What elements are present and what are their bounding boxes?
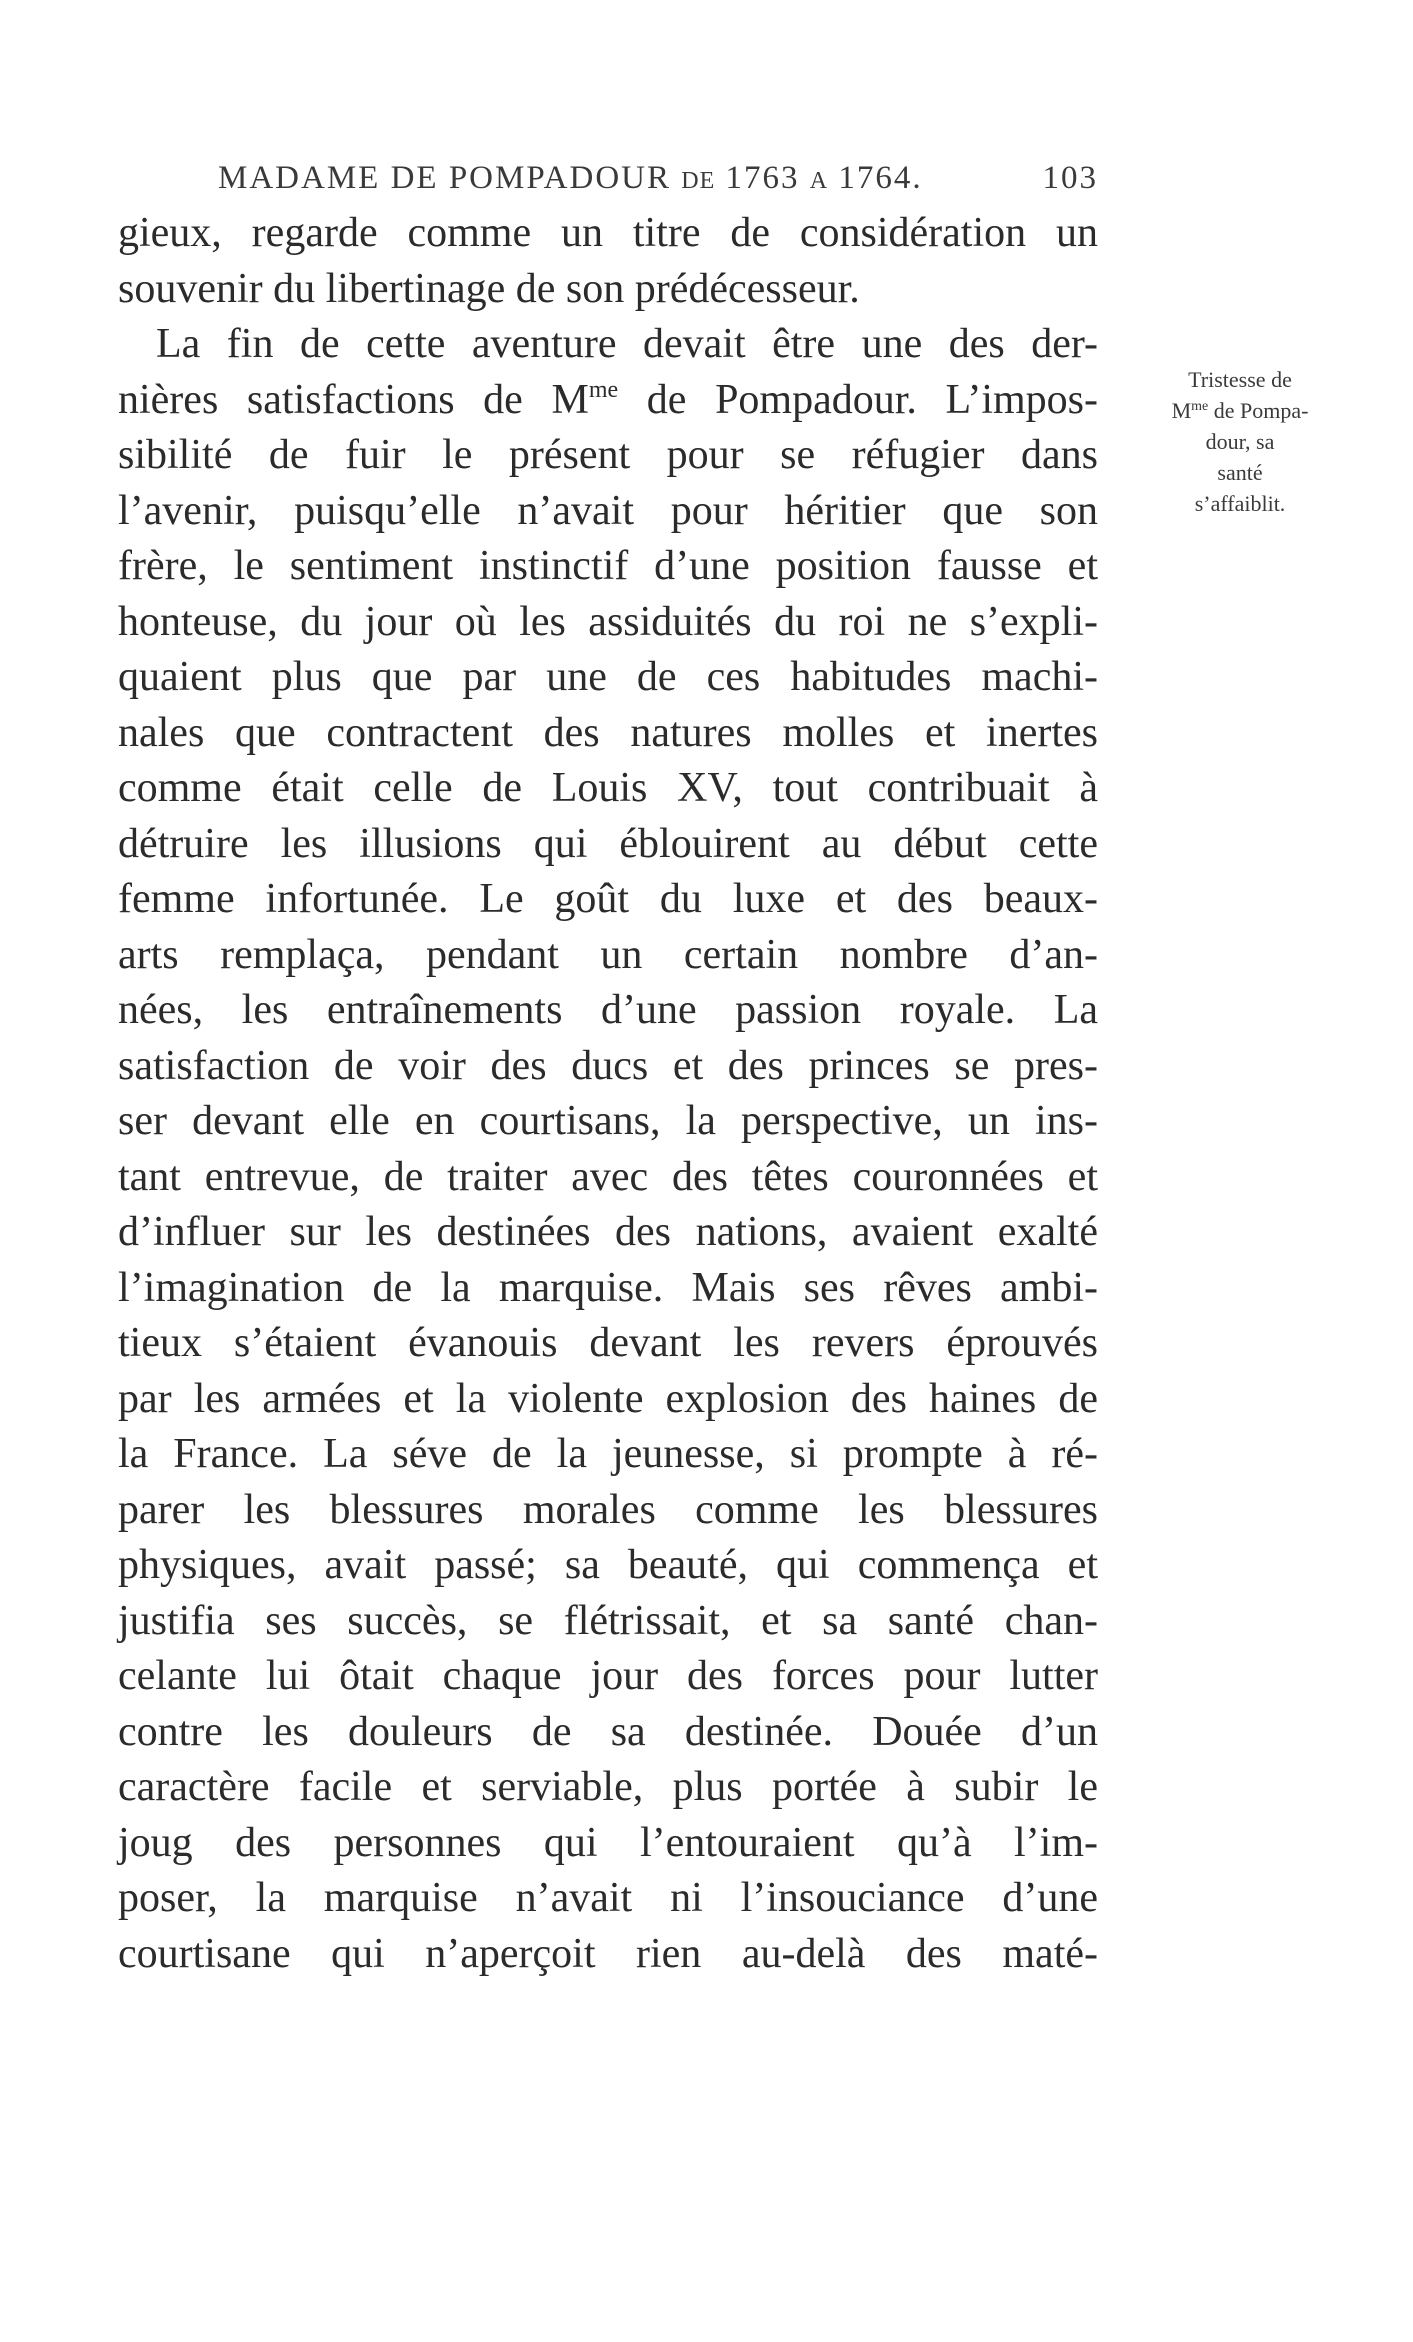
text-line: parer les blessures morales comme les blessures <box>118 1486 1098 1533</box>
text-line: nées, les entraînements d’une passion royale. La <box>118 987 1098 1033</box>
text-line: l’avenir, puisqu’elle n’avait pour héritier que son <box>118 487 1098 534</box>
text-line: joug des personnes qui l’entouraient qu’à l’im- <box>118 1819 1098 1866</box>
page-number: 103 <box>1042 160 1098 196</box>
running-head <box>218 160 1098 204</box>
text-line: courtisane qui n’aperçoit rien au-delà des maté- <box>118 1930 1098 1977</box>
text-line: poser, la marquise n’avait ni l’insouciance d’une <box>118 1875 1098 1921</box>
margin-note-line: dour, sa <box>1205 429 1275 454</box>
text-line: physiques, avait passé; sa beauté, qui commença et <box>118 1542 1098 1588</box>
text-line: honteuse, du jour où les assiduités du roi ne s’expli- <box>118 598 1098 645</box>
text-line: La fin de cette aventure devait être une des der- <box>156 321 1098 367</box>
running-title-main: MADAME DE POMPADOUR <box>218 160 672 196</box>
text-line: la France. La séve de la jeunesse, si prompte à ré- <box>118 1431 1098 1477</box>
text-line: nales que contractent des natures molles et inertes <box>118 709 1098 756</box>
text-line: par les armées et la violente explosion des haines de <box>118 1375 1098 1422</box>
text-line: tant entrevue, de traiter avec des têtes couronnées et <box>118 1153 1098 1200</box>
text-line: celante lui ôtait chaque jour des forces pour lutter <box>118 1653 1098 1699</box>
text-line: détruire les illusions qui éblouirent au début cette <box>118 820 1098 867</box>
text-line: l’imagination de la marquise. Mais ses rêves ambi- <box>118 1264 1098 1311</box>
text-line: gieux, regarde comme un titre de considération un <box>118 210 1098 256</box>
text-line: sibilité de fuir le présent pour se réfugier dans <box>118 432 1098 478</box>
text-line: caractère facile et serviable, plus portée à subir le <box>118 1764 1098 1810</box>
text-line: frère, le sentiment instinctif d’une position fausse et <box>118 543 1098 589</box>
text-line: contre les douleurs de sa destinée. Douée d’un <box>118 1708 1098 1755</box>
margin-note-line: s’affaiblit. <box>1194 491 1286 516</box>
body-text <box>118 206 1098 1982</box>
running-title <box>218 160 923 197</box>
text-line: comme était celle de Louis XV, tout contribuait à <box>118 765 1098 811</box>
text-line: tieux s’étaient évanouis devant les revers éprouvés <box>118 1320 1098 1366</box>
text-line: quaient plus que par une de ces habitudes machi- <box>118 654 1098 700</box>
running-title-de: DE <box>681 168 716 194</box>
text-line: satisfaction de voir des ducs et des princes se pres- <box>118 1042 1098 1089</box>
text-line: justifia ses succès, se flétrissait, et sa santé chan- <box>118 1597 1098 1644</box>
margin-note-line: $M^{me}$ de Pompa- <box>1171 398 1309 423</box>
text-line: nières satisfactions de $M^{me}$ de Pompadour. L’impos- <box>118 376 1098 423</box>
text-line: d’influer sur les destinées des nations, avaient exalté <box>118 1209 1098 1255</box>
running-title-year-end: 1764. <box>838 160 923 196</box>
text-line: arts remplaça, pendant un certain nombre d’an- <box>118 931 1098 978</box>
margin-note-line: santé <box>1217 460 1263 485</box>
text-line: femme infortunée. Le goût du luxe et des beaux- <box>118 876 1098 922</box>
running-title-a: A <box>809 168 829 194</box>
text-line: souvenir du libertinage de son prédécesseur. <box>118 265 860 312</box>
text-line: ser devant elle en courtisans, la perspective, un ins- <box>118 1098 1098 1144</box>
running-title-year-start: 1763 <box>725 160 800 196</box>
margin-note <box>1134 364 1346 519</box>
margin-note-line: Tristesse de <box>1188 367 1292 392</box>
